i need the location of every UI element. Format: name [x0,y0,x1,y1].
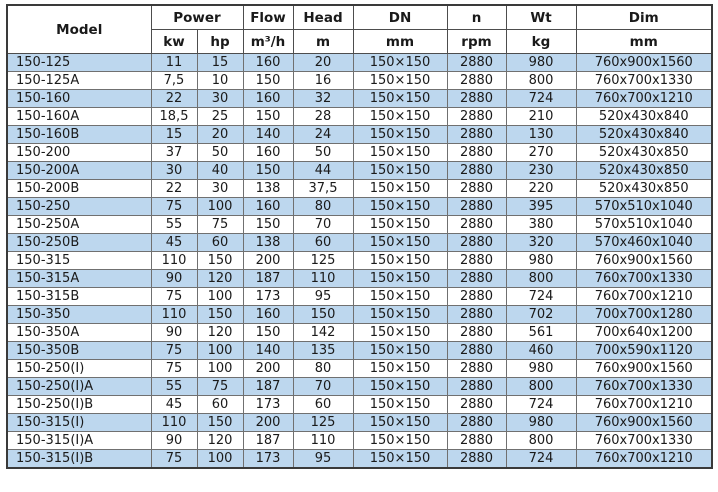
value-cell: 16 [293,72,353,90]
table-row [7,162,712,180]
value-cell: 520x430x840 [576,126,712,144]
table-row [7,270,712,288]
value-cell: 760x700x1330 [576,72,712,90]
value-cell: 150×150 [353,342,447,360]
value-cell: 150 [243,108,293,126]
value-cell: 700x590x1120 [576,342,712,360]
value-cell: 150 [243,216,293,234]
table-header [7,5,712,54]
table-row [7,72,712,90]
value-cell: 2880 [447,234,506,252]
table-row [7,324,712,342]
column-header-n: n [447,5,506,30]
value-cell: 24 [293,126,353,144]
table-row [7,126,712,144]
value-cell: 37,5 [293,180,353,198]
model-cell: 150-350 [7,306,151,324]
value-cell: 150 [243,324,293,342]
value-cell: 150×150 [353,252,447,270]
value-cell: 2880 [447,270,506,288]
value-cell: 173 [243,450,293,469]
value-cell: 150×150 [353,396,447,414]
value-cell: 75 [151,198,197,216]
value-cell: 700x700x1280 [576,306,712,324]
value-cell: 150 [243,162,293,180]
value-cell: 18,5 [151,108,197,126]
value-cell: 140 [243,342,293,360]
value-cell: 270 [506,144,576,162]
value-cell: 570x510x1040 [576,198,712,216]
value-cell: 760x700x1210 [576,396,712,414]
table-row [7,306,712,324]
value-cell: 75 [151,450,197,469]
value-cell: 760x700x1210 [576,288,712,306]
column-header-wt: Wt [506,5,576,30]
value-cell: 2880 [447,252,506,270]
value-cell: 230 [506,162,576,180]
value-cell: 90 [151,270,197,288]
value-cell: 150×150 [353,288,447,306]
value-cell: 125 [293,252,353,270]
value-cell: 138 [243,180,293,198]
unit-header-hp: hp [197,30,243,54]
value-cell: 15 [197,54,243,72]
value-cell: 2880 [447,144,506,162]
value-cell: 150×150 [353,126,447,144]
value-cell: 22 [151,90,197,108]
value-cell: 150×150 [353,432,447,450]
value-cell: 160 [243,144,293,162]
value-cell: 55 [151,216,197,234]
model-cell: 150-315(I)A [7,432,151,450]
value-cell: 520x430x840 [576,108,712,126]
value-cell: 2880 [447,54,506,72]
value-cell: 980 [506,54,576,72]
value-cell: 30 [197,180,243,198]
value-cell: 150×150 [353,144,447,162]
value-cell: 210 [506,108,576,126]
value-cell: 700x640x1200 [576,324,712,342]
value-cell: 150×150 [353,270,447,288]
table-body [7,54,712,469]
value-cell: 520x430x850 [576,180,712,198]
value-cell: 10 [197,72,243,90]
value-cell: 110 [151,252,197,270]
value-cell: 150×150 [353,324,447,342]
value-cell: 11 [151,54,197,72]
value-cell: 395 [506,198,576,216]
table-row [7,414,712,432]
model-cell: 150-160A [7,108,151,126]
value-cell: 75 [151,342,197,360]
value-cell: 150×150 [353,216,447,234]
value-cell: 760x900x1560 [576,360,712,378]
value-cell: 125 [293,414,353,432]
table-row [7,288,712,306]
value-cell: 55 [151,378,197,396]
value-cell: 100 [197,198,243,216]
value-cell: 2880 [447,108,506,126]
value-cell: 44 [293,162,353,180]
value-cell: 110 [293,270,353,288]
value-cell: 2880 [447,126,506,144]
model-cell: 150-250A [7,216,151,234]
value-cell: 173 [243,288,293,306]
model-cell: 150-315(I) [7,414,151,432]
value-cell: 142 [293,324,353,342]
model-cell: 150-350B [7,342,151,360]
unit-header-flow: m³/h [243,30,293,54]
model-cell: 150-315A [7,270,151,288]
table-row [7,216,712,234]
header-row-titles [7,5,712,30]
model-cell: 150-315B [7,288,151,306]
value-cell: 187 [243,378,293,396]
table-row [7,342,712,360]
value-cell: 150 [197,306,243,324]
value-cell: 2880 [447,288,506,306]
value-cell: 160 [243,198,293,216]
model-cell: 150-250B [7,234,151,252]
model-cell: 150-250(I)B [7,396,151,414]
value-cell: 2880 [447,72,506,90]
table-row [7,396,712,414]
column-header-power: Power [151,5,243,30]
value-cell: 28 [293,108,353,126]
value-cell: 45 [151,234,197,252]
model-cell: 150-125 [7,54,151,72]
value-cell: 22 [151,180,197,198]
value-cell: 150×150 [353,198,447,216]
column-header-head: Head [293,5,353,30]
value-cell: 15 [151,126,197,144]
value-cell: 150×150 [353,90,447,108]
value-cell: 90 [151,324,197,342]
table-row [7,144,712,162]
value-cell: 380 [506,216,576,234]
value-cell: 30 [197,90,243,108]
model-cell: 150-160B [7,126,151,144]
value-cell: 200 [243,414,293,432]
table-row [7,234,712,252]
value-cell: 150×150 [353,72,447,90]
table-row [7,108,712,126]
model-cell: 150-315(I)B [7,450,151,469]
value-cell: 570x460x1040 [576,234,712,252]
value-cell: 760x700x1330 [576,432,712,450]
value-cell: 561 [506,324,576,342]
value-cell: 2880 [447,342,506,360]
value-cell: 150 [197,414,243,432]
value-cell: 2880 [447,432,506,450]
value-cell: 2880 [447,198,506,216]
table-row [7,180,712,198]
value-cell: 980 [506,252,576,270]
value-cell: 800 [506,432,576,450]
value-cell: 460 [506,342,576,360]
value-cell: 150×150 [353,414,447,432]
value-cell: 40 [197,162,243,180]
value-cell: 760x900x1560 [576,54,712,72]
value-cell: 150×150 [353,54,447,72]
table-row [7,378,712,396]
value-cell: 150×150 [353,360,447,378]
value-cell: 32 [293,90,353,108]
model-cell: 150-160 [7,90,151,108]
value-cell: 724 [506,450,576,469]
value-cell: 150 [293,306,353,324]
value-cell: 50 [197,144,243,162]
value-cell: 60 [293,234,353,252]
value-cell: 75 [197,378,243,396]
value-cell: 150×150 [353,450,447,469]
value-cell: 37 [151,144,197,162]
model-cell: 150-250(I)A [7,378,151,396]
value-cell: 187 [243,270,293,288]
value-cell: 2880 [447,378,506,396]
value-cell: 2880 [447,396,506,414]
column-header-dim: Dim [576,5,712,30]
value-cell: 7,5 [151,72,197,90]
table-row [7,198,712,216]
value-cell: 980 [506,414,576,432]
model-cell: 150-200B [7,180,151,198]
table-row [7,432,712,450]
value-cell: 702 [506,306,576,324]
value-cell: 100 [197,450,243,469]
value-cell: 760x700x1210 [576,450,712,469]
value-cell: 90 [151,432,197,450]
value-cell: 60 [197,234,243,252]
model-cell: 150-125A [7,72,151,90]
value-cell: 200 [243,252,293,270]
value-cell: 100 [197,288,243,306]
value-cell: 80 [293,198,353,216]
value-cell: 135 [293,342,353,360]
value-cell: 200 [243,360,293,378]
value-cell: 20 [293,54,353,72]
value-cell: 760x700x1330 [576,378,712,396]
model-cell: 150-200 [7,144,151,162]
value-cell: 75 [151,360,197,378]
value-cell: 760x700x1330 [576,270,712,288]
value-cell: 2880 [447,162,506,180]
value-cell: 2880 [447,414,506,432]
value-cell: 760x700x1210 [576,90,712,108]
value-cell: 2880 [447,324,506,342]
value-cell: 2880 [447,450,506,469]
value-cell: 60 [293,396,353,414]
model-cell: 150-350A [7,324,151,342]
unit-header-kw: kw [151,30,197,54]
value-cell: 150 [243,72,293,90]
value-cell: 70 [293,378,353,396]
table-row [7,90,712,108]
table-row [7,450,712,469]
value-cell: 95 [293,288,353,306]
value-cell: 800 [506,72,576,90]
value-cell: 120 [197,270,243,288]
value-cell: 2880 [447,180,506,198]
unit-header-dim: mm [576,30,712,54]
value-cell: 130 [506,126,576,144]
value-cell: 320 [506,234,576,252]
value-cell: 520x430x850 [576,144,712,162]
value-cell: 150×150 [353,378,447,396]
value-cell: 150×150 [353,234,447,252]
model-cell: 150-250 [7,198,151,216]
pump-spec-table [6,4,713,469]
value-cell: 2880 [447,306,506,324]
value-cell: 120 [197,432,243,450]
value-cell: 570x510x1040 [576,216,712,234]
value-cell: 150×150 [353,180,447,198]
value-cell: 160 [243,54,293,72]
value-cell: 150×150 [353,108,447,126]
column-header-flow: Flow [243,5,293,30]
value-cell: 2880 [447,216,506,234]
value-cell: 45 [151,396,197,414]
value-cell: 2880 [447,90,506,108]
value-cell: 138 [243,234,293,252]
value-cell: 60 [197,396,243,414]
model-cell: 150-315 [7,252,151,270]
value-cell: 800 [506,378,576,396]
value-cell: 980 [506,360,576,378]
value-cell: 800 [506,270,576,288]
unit-header-dn: mm [353,30,447,54]
value-cell: 120 [197,324,243,342]
value-cell: 50 [293,144,353,162]
value-cell: 724 [506,396,576,414]
value-cell: 140 [243,126,293,144]
value-cell: 150×150 [353,306,447,324]
value-cell: 100 [197,360,243,378]
value-cell: 220 [506,180,576,198]
value-cell: 724 [506,288,576,306]
unit-header-wt: kg [506,30,576,54]
value-cell: 75 [151,288,197,306]
value-cell: 110 [151,414,197,432]
value-cell: 80 [293,360,353,378]
value-cell: 520x430x850 [576,162,712,180]
value-cell: 110 [151,306,197,324]
value-cell: 100 [197,342,243,360]
value-cell: 70 [293,216,353,234]
unit-header-head: m [293,30,353,54]
column-header-model: Model [7,5,151,54]
value-cell: 160 [243,90,293,108]
value-cell: 20 [197,126,243,144]
column-header-dn: DN [353,5,447,30]
table-row [7,54,712,72]
value-cell: 110 [293,432,353,450]
value-cell: 760x900x1560 [576,414,712,432]
value-cell: 150 [197,252,243,270]
value-cell: 760x900x1560 [576,252,712,270]
value-cell: 187 [243,432,293,450]
value-cell: 160 [243,306,293,324]
model-cell: 150-250(I) [7,360,151,378]
value-cell: 150×150 [353,162,447,180]
table-row [7,252,712,270]
value-cell: 724 [506,90,576,108]
value-cell: 75 [197,216,243,234]
value-cell: 30 [151,162,197,180]
value-cell: 2880 [447,360,506,378]
model-cell: 150-200A [7,162,151,180]
value-cell: 95 [293,450,353,469]
table-row [7,360,712,378]
unit-header-n: rpm [447,30,506,54]
value-cell: 25 [197,108,243,126]
value-cell: 173 [243,396,293,414]
